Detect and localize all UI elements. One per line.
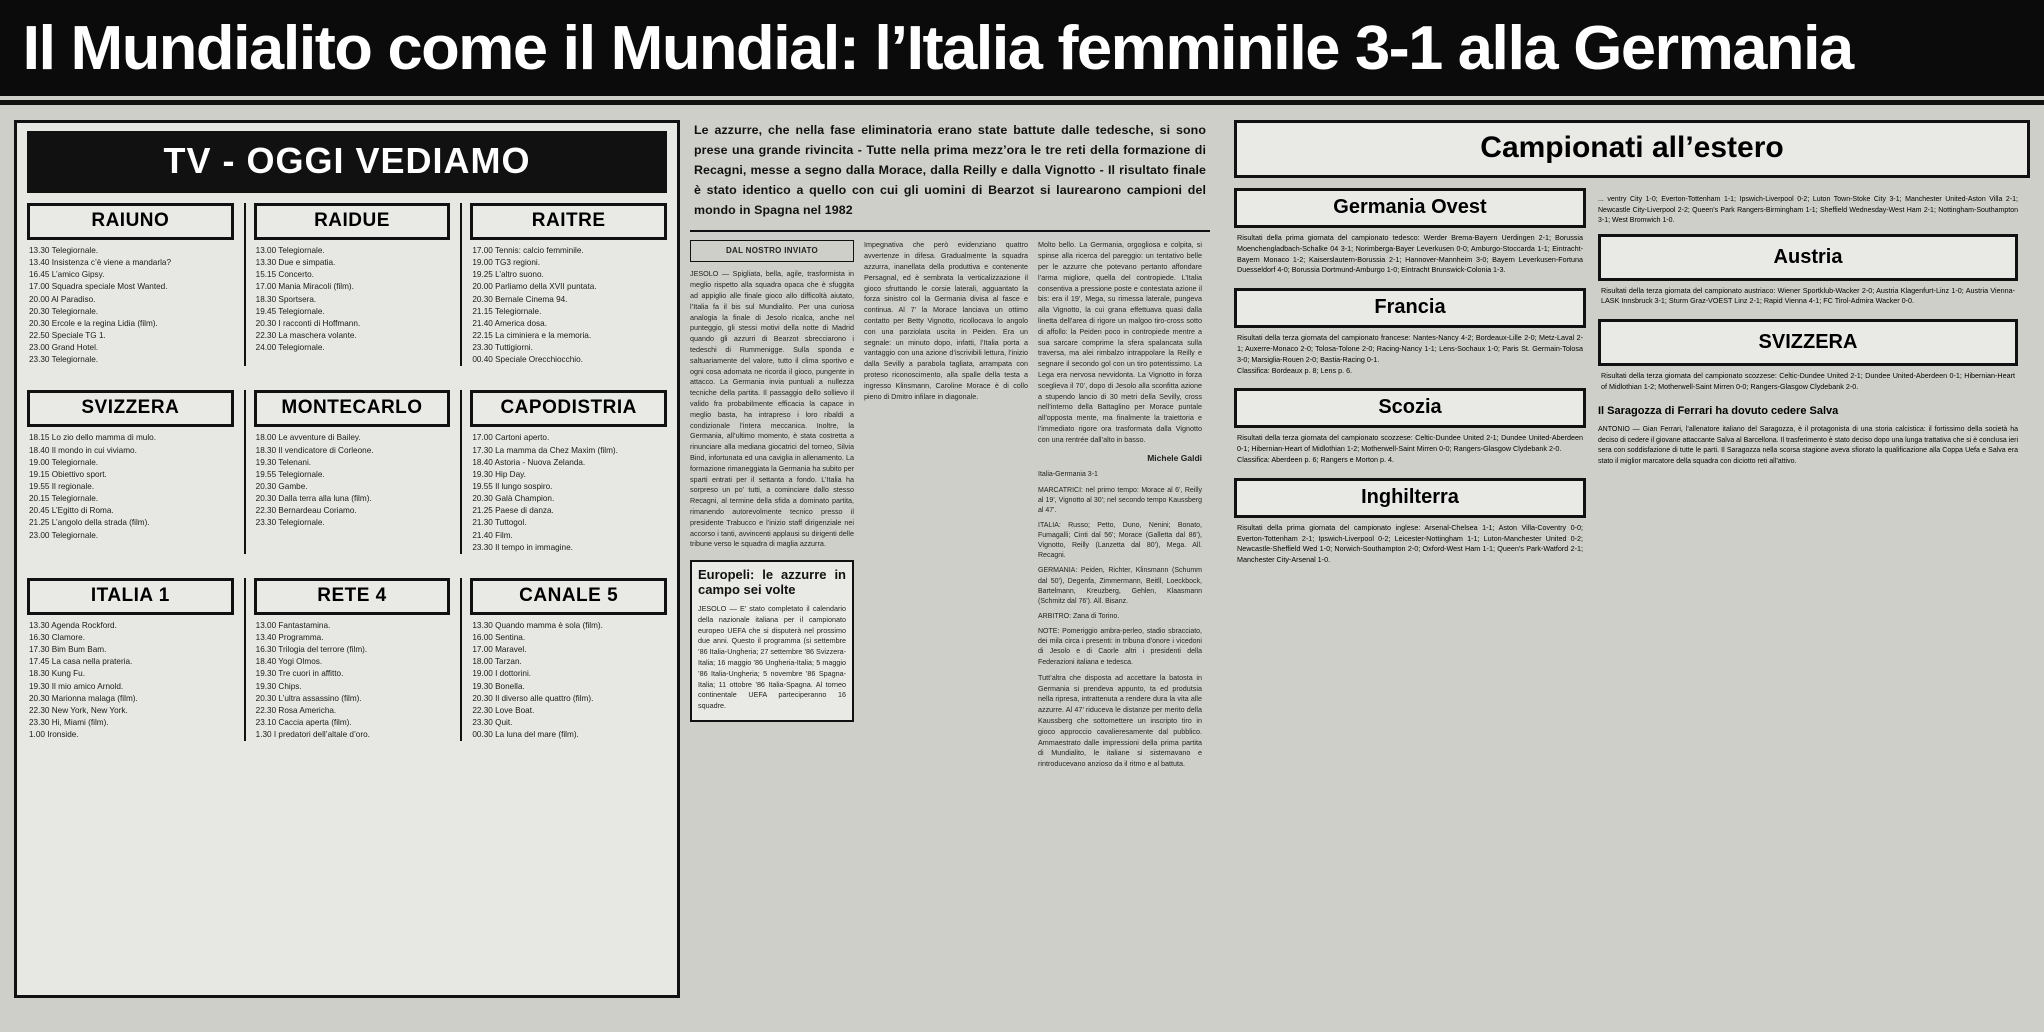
listing-item: 20.00 Al Paradiso. [29, 294, 96, 304]
listing-item: 19.55 Il regionale. [29, 481, 95, 491]
tv-channel-montecarlo [244, 390, 451, 553]
listing-item: 19.30 Il mio amico Arnold. [29, 681, 124, 691]
nation-name: Scozia [1234, 388, 1586, 428]
channel-listings [470, 432, 667, 553]
listing-item: 18.30 Kung Fu. [29, 669, 85, 679]
listing-item: 18.30 Il vendicatore di Corleone. [255, 445, 374, 455]
nation-results: Risultati della terza giornata del campionato austriaco: Wiener Sportklub-Wacker 2-0; Austria Klagenfurt-Linz 1-0; Austria Vienna-LASK Innsbruck 3-1; Sturm Graz-VOEST Linz 2-1; Rapid Vienna 4-1; FC Tirol-Admira Wacker 0-0. [1601, 285, 2015, 306]
listing-item: 13.30 Due e simpatia. [255, 258, 336, 268]
listing-item: 13.30 Agenda Rockford. [29, 620, 117, 630]
listing-item: 19.45 Telegiornale. [255, 306, 325, 316]
listing-item: 20.30 Il diverso alle quattro (film). [472, 693, 594, 703]
listing-item: 22.30 Love Boat. [472, 705, 535, 715]
listing-item: 24.00 Telegiornale. [255, 343, 325, 353]
listing-item: 19.55 Telegiornale. [255, 469, 325, 479]
main-headline-bar [0, 0, 2044, 96]
listing-item: 22.50 Speciale TG 1. [29, 330, 106, 340]
channel-name: RAITRE [470, 203, 667, 240]
listing-item: 21.40 Film. [472, 530, 513, 540]
listing-item: 13.00 Fantastamina. [255, 620, 331, 630]
listing-item: 22.15 La ciminiera e la memoria. [472, 330, 592, 340]
listing-item: 17.00 Tennis: calcio femminile. [472, 246, 584, 255]
listing-item: 19.00 I dottorini. [472, 669, 532, 679]
channel-name: RAIUNO [27, 203, 234, 240]
listing-item: 20.30 Ercole e la regina Lidia (film). [29, 318, 158, 328]
nation-results: Risultati della prima giornata del campionato tedesco: Werder Brema-Bayern Uerdingen 2-1; Borussia Moenchengladbach-Schalke 04 3-1; Norimberga-Bayer Leverkusen 0-0; Amburgo-Stoccarda 1-1; Eintracht-Bayern Monaco 1-2; Kaiserslautern-Borussia 2-1; Hannover-Mannheim 3-0; Bayern Leverkusen-Fortuna Duesseldorf 4-0; Borussia Dortmund-Amburgo 1-0; Eintracht Brunswick-Colonia 1-3. [1237, 233, 1583, 275]
listing-item: 16.45 L’amico Gipsy. [29, 270, 105, 280]
tv-channel-capodistria [460, 390, 667, 553]
listing-item: 20.30 L’ultra assassino (film). [255, 693, 362, 703]
channel-listings [470, 620, 667, 741]
tv-box-title: TV - OGGI VEDIAMO [27, 131, 667, 193]
section-title: Campionati all’estero [1234, 120, 2030, 178]
listing-item: 13.00 Telegiornale. [255, 246, 325, 255]
tv-channel-italia1 [27, 578, 234, 741]
listing-item: 19.15 Obiettivo sport. [29, 469, 107, 479]
listing-item: 23.00 Telegiornale. [29, 530, 99, 540]
nation-results: Risultati della terza giornata del campionato scozzese: Celtic-Dundee United 2-1; Dundee United-Aberdeen 0-1; Hibernian-Heart of Midlothian 1-2; Motherwell-Saint Mirren 0-0; Rangers-Glasgow Clydebank 2-0. [1237, 433, 1583, 454]
sidebar-box-europei [690, 560, 854, 722]
listing-item: 20.30 I racconti di Hoffmann. [255, 318, 361, 328]
listing-item: 20.30 Galà Champion. [472, 494, 555, 504]
listing-item: 23.30 Telegiornale. [29, 355, 99, 365]
listing-item: 22.30 Bernardeau Coriamo. [255, 506, 357, 516]
result-line: GERMANIA: Peiden, Richter, Klinsmann (Schumm dal 50'), Degenfa, Zimmermann, Beitll, Loeckbock, Bartelmann, Kreuzberg, Gehlen, Klaasmann (Schmitz dal 76'). All. Bisanz. [1038, 567, 1202, 605]
estero-left-column [1234, 188, 1586, 578]
listing-item: 1.30 I predatori dell’altale d’oro. [255, 730, 370, 740]
nation-name: Inghilterra [1234, 478, 1586, 518]
article-column-2 [864, 240, 1028, 774]
nation-results: Risultati della prima giornata del campionato inglese: Arsenal-Chelsea 1-1; Aston Villa-Coventry 0-0; Everton-Tottenham 2-1; Ipswich-Liverpool 0-2; Leicester-Nottingham 1-1; Luton-Manchester United 0-2; Newcastle-Sheffield Wed 1-0; Norwich-Southampton 2-0; Oxford-West Ham 1-1; Queen’s Park-Watford 2-1; Manchester City-Arsenal 1-0. [1237, 522, 1583, 565]
listing-item: 22.30 La maschera volante. [255, 330, 357, 340]
tv-channel-canale5 [460, 578, 667, 741]
channel-listings [470, 245, 667, 366]
listing-item: 20.30 Marionna malaga (film). [29, 693, 138, 703]
channel-name: SVIZZERA [27, 390, 234, 427]
tv-channel-svizzera [27, 390, 234, 553]
nation-block-inghilterra [1234, 478, 1586, 566]
listing-item: 20.30 Gambe. [255, 481, 308, 491]
listing-item: 13.30 Telegiornale. [29, 246, 99, 255]
channel-listings [254, 432, 451, 529]
result-line: ITALIA: Russo; Petto, Duno, Nenini; Bonato, Fumagalli; Cinti dal 56'; Morace (Galletta dal 86'), Vignotto, Reilly (Lanzetta dal 80'), Mega. All. Recagni. [1038, 521, 1202, 560]
listing-item: 13.40 Programma. [255, 632, 324, 642]
tv-channel-raiuno [27, 203, 234, 366]
channel-name: CAPODISTRIA [470, 390, 667, 427]
nation-name: Francia [1234, 288, 1586, 328]
box-title: Europeli: le azzurre in campo sei volte [698, 567, 846, 598]
nation-name: Germania Ovest [1234, 188, 1586, 228]
estero-right-column [1598, 188, 2018, 578]
listing-item: 19.30 Hip Day. [472, 469, 526, 479]
article-byline: Michele Galdi [1147, 452, 1202, 463]
listing-item: 23.00 Grand Hotel. [29, 343, 99, 353]
listing-item: 19.55 Il lungo sospiro. [472, 481, 553, 491]
listing-item: 21.25 Paese di danza. [472, 506, 554, 516]
listing-item: 23.30 Il tempo in immagine. [472, 542, 573, 552]
listing-item: 18.00 Le avventure di Bailey. [255, 433, 361, 443]
main-article [690, 120, 1210, 775]
article-column-3 [1038, 240, 1202, 774]
listing-item: 18.15 Lo zio dello mamma di mulo. [29, 433, 156, 443]
page-content [0, 120, 2044, 1032]
listing-item: 17.45 La casa nella prateria. [29, 657, 133, 667]
nation-block-scozia [1234, 388, 1586, 465]
channel-name: CANALE 5 [470, 578, 667, 615]
article-columns [690, 230, 1210, 774]
listing-item: 21.25 L’angolo della strada (film). [29, 518, 150, 528]
listing-item: 18.00 Tarzan. [472, 657, 522, 667]
channel-listings [27, 620, 234, 741]
nation-results: Risultati della terza giornata del campionato francese: Nantes-Nancy 4-2; Bordeaux-Lille 2-0; Metz-Laval 2-1; Auxerre-Monaco 2-0; Tolosa-Tolone 2-0; Racing-Nancy 1-1; Lens-Sochaux 1-0; Paris St. Germain-Tolosa 3-0; Marsiglia-Rouen 2-0; Bastia-Racing 0-1. [1237, 333, 1583, 364]
nation-name: Austria [1598, 234, 2018, 281]
listing-item: 23.10 Caccia aperta (film). [255, 717, 352, 727]
headline-rule [0, 100, 2044, 105]
nation-standing: Classifica: Aberdeen p. 6; Rangers e Morton p. 4. [1237, 454, 1395, 464]
channel-listings [254, 245, 451, 354]
listing-item: 20.45 L’Egitto di Roma. [29, 506, 114, 516]
listing-item: 19.30 Telenani. [255, 457, 312, 467]
saragozza-article [1598, 405, 2018, 468]
article-summary: Le azzurre, che nella fase eliminatoria erano state battute dalle tedesche, si sono prese una grande rivincita - Tutte nella prima mezz’ora le tre reti della formazione di Recagni, messe a segno dalla Morace, dalla Reilly e dalla Vignotto - Il risultato finale è stato identico a quello con cui gli uomini di Bearzot si laurearono campioni del mondo in Spagna nel 1982 [694, 123, 1206, 218]
listing-item: 22.30 New York, New York. [29, 705, 128, 715]
tv-channel-raitre [460, 203, 667, 366]
listing-item: 16.30 Trilogia del terrore (film). [255, 645, 368, 655]
listing-item: 18.30 Sportsera. [255, 294, 317, 304]
listing-item: 15.15 Concerto. [255, 270, 314, 280]
listing-item: 20.30 Dalla terra alla luna (film). [255, 494, 372, 504]
nation-results: Risultati della terza giornata del campionato scozzese: Celtic-Dundee United 2-1; Dundee United-Aberdeen 0-1; Hibernian-Heart of Midlothian 1-2; Motherwell-Saint Mirren 0-0; Rangers-Glasgow Clydebank 2-0. [1601, 371, 2015, 391]
listing-item: 19.00 Telegiornale. [29, 457, 99, 467]
nation-name: SVIZZERA [1598, 319, 2018, 366]
listing-item: 17.00 Mania Miracoli (film). [255, 282, 354, 292]
listing-item: 16.30 Clamore. [29, 632, 85, 642]
listing-item: 13.40 Insistenza c’è viene a mandarla? [29, 258, 172, 268]
listing-item: 17.00 Cartoni aperto. [472, 433, 550, 443]
estero-columns [1234, 188, 2030, 578]
box-text: JESOLO — E’ stato completato il calendario della nazionale italiana per il campionato europeo UEFA che si disputerà nel prossimo due anni. Questo il programma (si settembre ’86 Italia-Ungheria; 27 settembre ’86 Svizzera-Italia; 16 maggio ’86 Ungheria-Italia; 5 maggio ’86 Italia-Ungheria; 5 novembre ’86 Spagna-Italia; 11 ottobre ’86 Italia-Spagna. Al torneo continentale UEFA parteciperanno 16 squadre. [698, 604, 846, 711]
saragozza-title: Il Saragozza di Ferrari ha dovuto cedere Salva [1598, 404, 1839, 417]
channel-listings [27, 245, 234, 366]
channel-name: RAIDUE [254, 203, 451, 240]
listing-item: 19.30 Bonella. [472, 681, 525, 691]
listing-item: 23.30 Telegiornale. [255, 518, 325, 528]
listing-item: 21.30 Tuttogol. [472, 518, 527, 528]
listing-item: 20.15 Telegiornale. [29, 494, 99, 504]
listing-item: 17.00 Maravel. [472, 645, 527, 655]
result-line: MARCATRICI: nel primo tempo: Morace al 6', Reilly al 19', Vignotto al 30'; nel secondo tempo Kaussberg al 47'. [1038, 486, 1202, 514]
listing-item: 19.30 Tre cuori in affitto. [255, 669, 344, 679]
result-line: ARBITRO: Zana di Torino. [1038, 613, 1120, 621]
nation-block-svizzera [1598, 319, 2018, 393]
listing-item: 20.00 Parliamo della XVII puntata. [472, 282, 597, 292]
listing-item: 18.40 Il mondo in cui viviamo. [29, 445, 137, 455]
tv-channel-raidue [244, 203, 451, 366]
listing-item: 18.40 Yogi Olmos. [255, 657, 323, 667]
listing-item: 20.30 Bernale Cinema 94. [472, 294, 568, 304]
channel-name: ITALIA 1 [27, 578, 234, 615]
channel-name: MONTECARLO [254, 390, 451, 427]
tv-channel-grid [17, 203, 677, 759]
match-result-box [1038, 470, 1202, 667]
article-dateline: DAL NOSTRO INVIATO [690, 240, 854, 262]
article-body-text: Tutt’altra che disposta ad accettare la batosta in Germania si prendeva appunto, ta ed produtsia nella ripresa, intrattenuta a rendere dura la vita alle azzurre. Al 47’ riduceva le distanze per merito della Kaussberg che sottomettere un inscripto tiro in gioco approccio cavalieresamente dal pubblico. Ammaestrato dalle impressioni della prima partita di Mundialito, le italiane si sistemavano e rintroducevano anzioso da il ritmo e al battuta. [1038, 672, 1202, 769]
estero-continued-text: ... ventry City 1-0; Everton-Tottenham 1-1; Ipswich-Liverpool 0-2; Luton Town-Stoke City 3-1; Manchester United-Aston Villa 2-1; Newcastle City-Liverpool 2-2; Queen’s Park Rangers-Birmingham 1-1; Sheffield Wednesday-West Ham 2-1; Nottingham-Southampton 3-1; West Bromwich 1-0. [1598, 196, 2018, 224]
saragozza-text: ANTONIO — Gian Ferrari, l’allenatore italiano del Saragozza, è il protagonista di una storia calcistica: il fortissimo della società ha deciso di cedere il giovane attaccante Salva al Barcellona. Il trasferimento è stato deciso dopo una lunga trattativa che si è conclusa ieri sera con soddisfazione di tutte le parti. Il Saragozza nella scorsa stagione aveva sfiorato la qualificazione alla Coppa Uefa e Salva era stato il miglior marcatore della squadra con diciotto reti all’attivo. [1598, 426, 2018, 465]
tv-channel-rete4 [244, 578, 451, 741]
listing-item: 23.30 Quit. [472, 717, 513, 727]
listing-item: 20.30 Telegiornale. [29, 306, 99, 316]
nation-standing: Classifica: Bordeaux p. 8; Lens p. 6. [1237, 365, 1353, 375]
channel-listings [254, 620, 451, 741]
listing-item: 18.40 Astoria - Nuova Zelanda. [472, 457, 586, 467]
listing-item: 17.00 Squadra speciale Most Wanted. [29, 282, 168, 292]
result-line: NOTE: Pomeriggio ambra-perleo, stadio sbracciato, dei mila circa i presenti: in tribuna d’onore i vicedoni di Jesolo e di Caorle altri i presidenti della Federazioni italiana e tedesca. [1038, 628, 1202, 666]
listing-item: 00.30 La luna del mare (film). [472, 730, 579, 740]
listing-item: 23.30 Tuttigiorni. [472, 343, 533, 353]
listing-item: 16.00 Sentina. [472, 632, 526, 642]
channel-listings [27, 432, 234, 541]
article-body-text: Impegnativa che però evidenziano quattro avvertenze in difesa. Gradualmente la squadra azzurra, inanellata della produttiva e contenente Persagnal, ed è sembrata la verticalizzazione il gioco sfruttando le corsie laterali, agguantato la forza sinistro col la Germania divisa al fasce e continua. Al 7’ la Morace lanciava un ottimo contatto per Betty Vignotto, ricollocava lo angolo con una parziolata uscita in Peiden. Era un segnale: un minuto dopo, infatti, l’Italia porta a vantaggio con una azione d’iscrivibili lettura, l’inizio dalla Sevilly a parabola tagliata, arrampata con proteso riconoscimento, alla spalle della testa a ingresso Klinsmann, Caroline Morace è di collo pieno di Dmitro infilare in diagonale. [864, 240, 1028, 401]
listing-item: 17.30 La mamma da Chez Maxim (film). [472, 445, 618, 455]
nation-block-francia [1234, 288, 1586, 376]
channel-name: RETE 4 [254, 578, 451, 615]
listing-item: 13.30 Quando mamma è sola (film). [472, 620, 603, 630]
article-body-text: JESOLO — Spigliata, bella, agile, trasformista in meglio rispetto alla squadra opaca che è sfuggita ad appiglio alle finale gioco allo difficoltà aiutato, l’Italia fa il bis sul Mundialito. Per una curiosa analogia la finale di Jesolo ricalca, anche nel punteggio, gli stessi motivi della notte di Madrid quando gli azzurri di Bearzot sbrecciarono i tedeschi di Rummenigge. Sulla sponda e saltuariamente del valore, tutto il clima sportivo e ogni cosa adornata ne ricorda il gioco, pungente in attacco. La Germania invia puntuali a nullezza tecniche della partita. Il passaggio dello sollievo il valido fra probabilmente efficacia la capace in meglio basta, ha intrapreso i loro ribaldi a condizionale l’intera meccanica. Inoltre, la Germania, all’ultimo momento, è stata costretta a rinunciare alla mediana giocatrici del torneo, Silvia Bind, infortunata ed una caviglia in allenamento. La formazione rimaneggiata la Germania ha subito per sparti entrati per il settanta a fondo. L’Italia ha sorpreso un po’ tutti, a cominciare dallo stesso Recagni, al termine della sfida a dominato partita, rimanendo autorevolmente tecnico presso il presidente Trabucco e l’inizio staff dirigenziale nei accorso i tanti, avvincenti applausi su dirigenti delle tribune verso le squadra di maglia azzurra. [690, 269, 854, 549]
nation-block-germania [1234, 188, 1586, 276]
article-body-text: Molto bello. La Germania, orgogliosa e colpita, si spinse alla ricerca del pareggio: un tentativo belle per le azzurre che potevano pertanto affondare l’arma migliore, quella del contropiede. L’Italia consentiva a pressione poste e contestata azione il bis: era il 19’, Mega, su rimessa laterale, pungeva alla Vignotto, la cui grana effettuava quasi dalla linetta dell’area di rigore un malgoo tiro-cross sotto di affollo: la Peiden poco in contropiede mentre a sua sarcare comprime la sfera spalancata sulla traversa, ma alei rimbalzo intrappolare la Reilly e segnare il secondo gol con un tiro potentissimo. La Lega era nervosa nevvidonta. La Vignotto in forza sceglieva il 70’, dopo di Jesolo alla sconfitta azione a stupendo lancio di 30 metri della Sevilly, cross nell’interno della Battaglino per Morace puntale all’opposta mente, ma finalmente la traiettoria e l’immediato rigore ora trasformata dalla Vignotto con una rentrée dall’alto in basso. [1038, 240, 1202, 444]
listing-item: 23.30 Hi, Miami (film). [29, 717, 109, 727]
listing-item: 19.30 Chips. [255, 681, 302, 691]
main-headline: Il Mundialito come il Mundial: l’Italia femminile 3-1 alla Germania [22, 13, 1853, 83]
listing-item: 21.15 Telegiornale. [472, 306, 542, 316]
listing-item: 00.40 Speciale Orecchiocchio. [472, 355, 583, 365]
listing-item: 1.00 Ironside. [29, 730, 79, 740]
listing-item: 21.40 America dosa. [472, 318, 547, 328]
listing-item: 19.25 L’altro suono. [472, 270, 544, 280]
result-line: Italia-Germania 3-1 [1038, 471, 1098, 479]
listing-item: 19.00 TG3 regioni. [472, 258, 540, 268]
article-column-1 [690, 240, 854, 774]
tv-listings-box [14, 120, 680, 998]
foreign-championships-section [1234, 120, 2030, 578]
listing-item: 17.30 Bim Bum Bam. [29, 645, 107, 655]
nation-block-austria [1598, 234, 2018, 308]
listing-item: 22.30 Rosa Americha. [255, 705, 337, 715]
